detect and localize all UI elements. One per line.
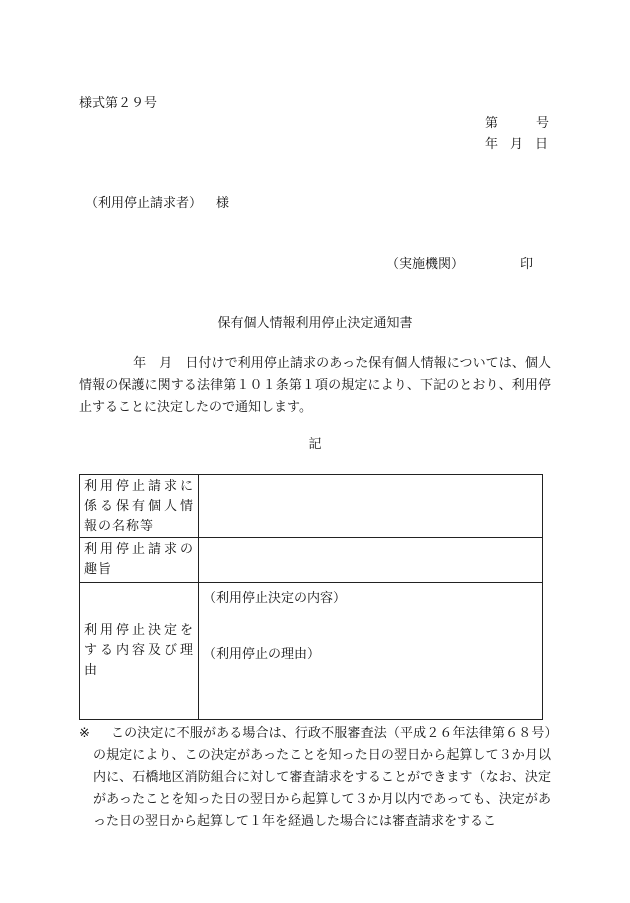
date-day: 日 xyxy=(535,137,549,152)
addressee-line xyxy=(85,196,229,212)
document-number-line xyxy=(485,116,549,132)
addressee-honorific: 様 xyxy=(216,196,230,211)
row-label-request-purpose: 利用停止請求の趣旨 xyxy=(80,538,199,583)
row-value-information-name xyxy=(199,475,543,538)
notice-body xyxy=(79,353,551,419)
decision-content-heading: （利用停止決定の内容） xyxy=(203,591,347,606)
body-text: 日付けで利用停止請求のあった保有個人情報については、個人情報の保護に関する法律第１０１条第１項の規定により、下記のとおり、利用停止することに決定したので通知します。 xyxy=(79,356,551,415)
appeal-note xyxy=(79,723,551,833)
table-row xyxy=(80,475,543,538)
row-value-request-purpose xyxy=(199,538,543,583)
note-text: この決定に不服がある場合は、行政不服審査法（平成２６年法律第６８号）の規定により、この決定があったことを知った日の翌日から起算して３か月以内に、石橋地区消防組合に対して審査請求をすることができます（なお、決定があったことを知った日の翌日から起算して３か月以内であっても、決定があった日の翌日から起算して１年を経過した場合には審査請求をするこ xyxy=(93,726,551,829)
document-date-line xyxy=(485,137,548,153)
addressee-recipient: （利用停止請求者） xyxy=(85,196,203,211)
issuer-seal: 印 xyxy=(520,257,534,272)
document-title: 保有個人情報利用停止決定通知書 xyxy=(217,316,413,331)
row-label-information-name: 利用停止請求に係る保有個人情報の名称等 xyxy=(80,475,199,538)
note-mark: ※ xyxy=(79,726,90,741)
issuer-line xyxy=(386,257,533,273)
row-label-decision-content: 利用停止決定をする内容及び理由 xyxy=(80,583,199,720)
body-year: 年 xyxy=(133,356,147,371)
decision-reason-heading: （利用停止の理由） xyxy=(203,647,321,662)
body-month: 月 xyxy=(159,356,173,371)
decision-table xyxy=(79,474,543,720)
row-value-decision-content xyxy=(199,583,543,720)
table-row xyxy=(80,583,543,720)
date-year: 年 xyxy=(485,137,499,152)
number-prefix: 第 xyxy=(485,116,499,131)
table-row xyxy=(80,538,543,583)
issuer-agency: （実施機関） xyxy=(386,257,465,272)
date-month: 月 xyxy=(510,137,524,152)
number-suffix: 号 xyxy=(536,116,550,131)
form-number: 様式第２９号 xyxy=(79,96,158,111)
record-heading: 記 xyxy=(308,437,322,452)
